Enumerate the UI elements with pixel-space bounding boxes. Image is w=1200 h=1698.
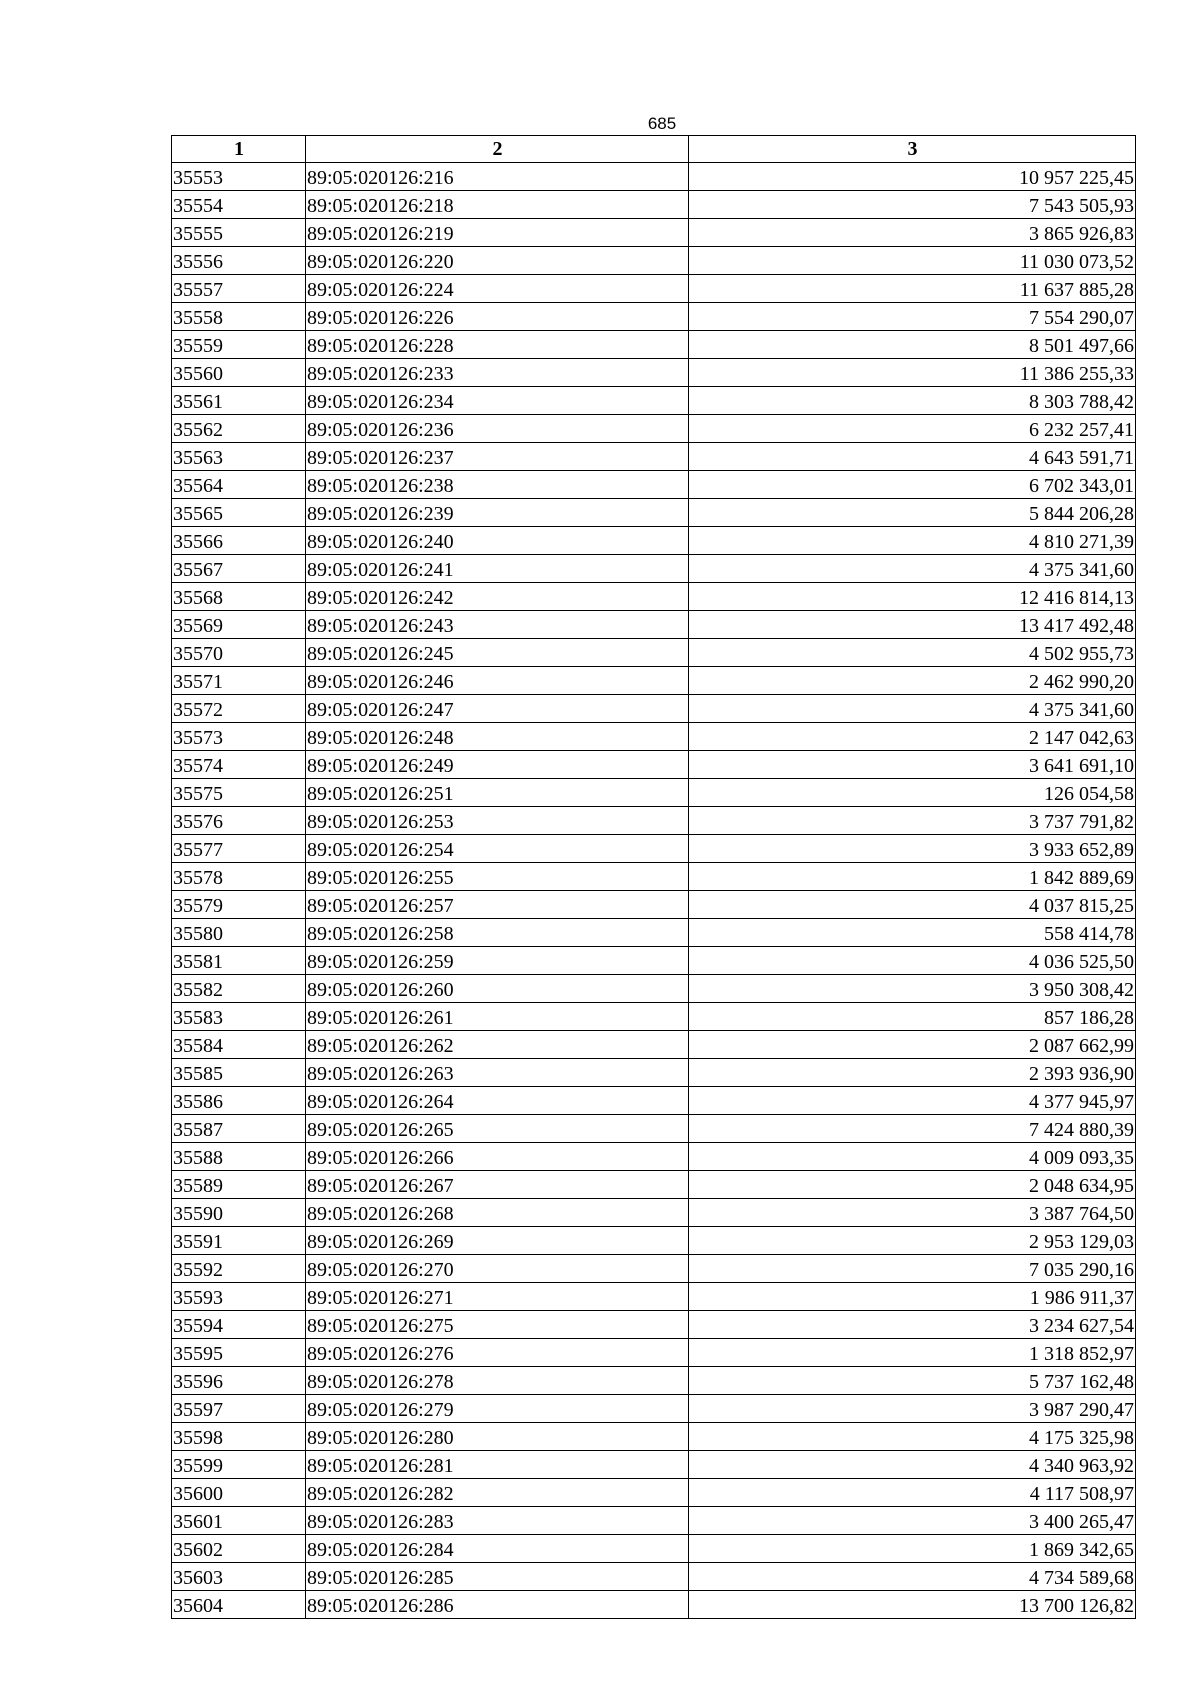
cadastral-value-cell: 558 414,78 xyxy=(689,919,1136,947)
table-row xyxy=(172,1367,1136,1395)
row-number-cell: 35585 xyxy=(172,1059,306,1087)
row-number-cell: 35568 xyxy=(172,583,306,611)
table-row xyxy=(172,331,1136,359)
row-number-cell: 35563 xyxy=(172,443,306,471)
cadastral-number-cell: 89:05:020126:218 xyxy=(306,191,689,219)
table-row xyxy=(172,499,1136,527)
cadastral-number-cell: 89:05:020126:270 xyxy=(306,1255,689,1283)
cadastral-value-cell: 4 734 589,68 xyxy=(689,1563,1136,1591)
cadastral-value-cell: 11 030 073,52 xyxy=(689,247,1136,275)
table-row xyxy=(172,1031,1136,1059)
table-row xyxy=(172,723,1136,751)
table-row xyxy=(172,639,1136,667)
cadastral-number-cell: 89:05:020126:233 xyxy=(306,359,689,387)
table-row xyxy=(172,919,1136,947)
table-row xyxy=(172,807,1136,835)
cadastral-number-cell: 89:05:020126:236 xyxy=(306,415,689,443)
cadastral-number-cell: 89:05:020126:237 xyxy=(306,443,689,471)
row-number-cell: 35581 xyxy=(172,947,306,975)
cadastral-number-cell: 89:05:020126:242 xyxy=(306,583,689,611)
row-number-cell: 35557 xyxy=(172,275,306,303)
table-header-row xyxy=(172,136,1136,163)
cadastral-number-cell: 89:05:020126:240 xyxy=(306,527,689,555)
table-row xyxy=(172,303,1136,331)
cadastral-number-cell: 89:05:020126:258 xyxy=(306,919,689,947)
cadastral-value-cell: 4 175 325,98 xyxy=(689,1423,1136,1451)
cadastral-value-cell: 3 950 308,42 xyxy=(689,975,1136,1003)
row-number-cell: 35584 xyxy=(172,1031,306,1059)
row-number-cell: 35582 xyxy=(172,975,306,1003)
cadastral-number-cell: 89:05:020126:247 xyxy=(306,695,689,723)
table-row xyxy=(172,247,1136,275)
table-row xyxy=(172,975,1136,1003)
row-number-cell: 35566 xyxy=(172,527,306,555)
cadastral-value-cell: 1 318 852,97 xyxy=(689,1339,1136,1367)
cadastral-number-cell: 89:05:020126:283 xyxy=(306,1507,689,1535)
row-number-cell: 35596 xyxy=(172,1367,306,1395)
table-row xyxy=(172,555,1136,583)
cadastral-value-cell: 4 375 341,60 xyxy=(689,555,1136,583)
cadastral-value-cell: 4 502 955,73 xyxy=(689,639,1136,667)
cadastral-number-cell: 89:05:020126:259 xyxy=(306,947,689,975)
row-number-cell: 35587 xyxy=(172,1115,306,1143)
table-row xyxy=(172,163,1136,191)
cadastral-value-cell: 3 387 764,50 xyxy=(689,1199,1136,1227)
cadastral-value-cell: 3 865 926,83 xyxy=(689,219,1136,247)
row-number-cell: 35591 xyxy=(172,1227,306,1255)
table-row xyxy=(172,1003,1136,1031)
row-number-cell: 35577 xyxy=(172,835,306,863)
table-row xyxy=(172,191,1136,219)
cadastral-number-cell: 89:05:020126:284 xyxy=(306,1535,689,1563)
row-number-cell: 35567 xyxy=(172,555,306,583)
cadastral-value-cell: 2 048 634,95 xyxy=(689,1171,1136,1199)
row-number-cell: 35565 xyxy=(172,499,306,527)
table-row xyxy=(172,611,1136,639)
cadastral-number-cell: 89:05:020126:269 xyxy=(306,1227,689,1255)
cadastral-value-cell: 1 869 342,65 xyxy=(689,1535,1136,1563)
table-row xyxy=(172,1227,1136,1255)
cadastral-number-cell: 89:05:020126:265 xyxy=(306,1115,689,1143)
row-number-cell: 35561 xyxy=(172,387,306,415)
cadastral-number-cell: 89:05:020126:278 xyxy=(306,1367,689,1395)
cadastral-number-cell: 89:05:020126:238 xyxy=(306,471,689,499)
cadastral-value-cell: 13 417 492,48 xyxy=(689,611,1136,639)
row-number-cell: 35598 xyxy=(172,1423,306,1451)
row-number-cell: 35602 xyxy=(172,1535,306,1563)
cadastral-value-cell: 1 986 911,37 xyxy=(689,1283,1136,1311)
cadastral-number-cell: 89:05:020126:220 xyxy=(306,247,689,275)
cadastral-number-cell: 89:05:020126:248 xyxy=(306,723,689,751)
cadastral-value-cell: 6 232 257,41 xyxy=(689,415,1136,443)
cadastral-value-cell: 5 737 162,48 xyxy=(689,1367,1136,1395)
table-row xyxy=(172,583,1136,611)
cadastral-number-cell: 89:05:020126:246 xyxy=(306,667,689,695)
cadastral-value-cell: 7 424 880,39 xyxy=(689,1115,1136,1143)
cadastral-value-cell: 8 501 497,66 xyxy=(689,331,1136,359)
table-row xyxy=(172,275,1136,303)
cadastral-number-cell: 89:05:020126:253 xyxy=(306,807,689,835)
table-row xyxy=(172,1451,1136,1479)
cadastral-value-cell: 5 844 206,28 xyxy=(689,499,1136,527)
cadastral-number-cell: 89:05:020126:271 xyxy=(306,1283,689,1311)
cadastral-number-cell: 89:05:020126:257 xyxy=(306,891,689,919)
table-row xyxy=(172,415,1136,443)
column-header-3: 3 xyxy=(689,136,1136,163)
cadastral-value-cell: 2 087 662,99 xyxy=(689,1031,1136,1059)
table-row xyxy=(172,359,1136,387)
row-number-cell: 35586 xyxy=(172,1087,306,1115)
cadastral-number-cell: 89:05:020126:241 xyxy=(306,555,689,583)
cadastral-number-cell: 89:05:020126:226 xyxy=(306,303,689,331)
cadastral-value-cell: 2 147 042,63 xyxy=(689,723,1136,751)
row-number-cell: 35564 xyxy=(172,471,306,499)
cadastral-value-table xyxy=(171,135,1136,1619)
cadastral-value-cell: 7 554 290,07 xyxy=(689,303,1136,331)
table-row xyxy=(172,471,1136,499)
row-number-cell: 35599 xyxy=(172,1451,306,1479)
cadastral-number-cell: 89:05:020126:267 xyxy=(306,1171,689,1199)
cadastral-value-cell: 12 416 814,13 xyxy=(689,583,1136,611)
cadastral-number-cell: 89:05:020126:245 xyxy=(306,639,689,667)
cadastral-value-cell: 3 933 652,89 xyxy=(689,835,1136,863)
table-row xyxy=(172,1199,1136,1227)
row-number-cell: 35562 xyxy=(172,415,306,443)
table-row xyxy=(172,863,1136,891)
table-row xyxy=(172,1563,1136,1591)
cadastral-number-cell: 89:05:020126:261 xyxy=(306,1003,689,1031)
cadastral-number-cell: 89:05:020126:254 xyxy=(306,835,689,863)
row-number-cell: 35573 xyxy=(172,723,306,751)
row-number-cell: 35553 xyxy=(172,163,306,191)
row-number-cell: 35590 xyxy=(172,1199,306,1227)
table-row xyxy=(172,1339,1136,1367)
row-number-cell: 35555 xyxy=(172,219,306,247)
cadastral-value-cell: 4 009 093,35 xyxy=(689,1143,1136,1171)
cadastral-number-cell: 89:05:020126:276 xyxy=(306,1339,689,1367)
cadastral-value-cell: 4 377 945,97 xyxy=(689,1087,1136,1115)
row-number-cell: 35559 xyxy=(172,331,306,359)
cadastral-number-cell: 89:05:020126:224 xyxy=(306,275,689,303)
cadastral-number-cell: 89:05:020126:228 xyxy=(306,331,689,359)
cadastral-number-cell: 89:05:020126:264 xyxy=(306,1087,689,1115)
cadastral-number-cell: 89:05:020126:282 xyxy=(306,1479,689,1507)
table-row xyxy=(172,1087,1136,1115)
cadastral-value-cell: 4 810 271,39 xyxy=(689,527,1136,555)
cadastral-number-cell: 89:05:020126:255 xyxy=(306,863,689,891)
cadastral-number-cell: 89:05:020126:266 xyxy=(306,1143,689,1171)
row-number-cell: 35589 xyxy=(172,1171,306,1199)
row-number-cell: 35556 xyxy=(172,247,306,275)
row-number-cell: 35571 xyxy=(172,667,306,695)
cadastral-number-cell: 89:05:020126:275 xyxy=(306,1311,689,1339)
row-number-cell: 35604 xyxy=(172,1591,306,1619)
cadastral-number-cell: 89:05:020126:286 xyxy=(306,1591,689,1619)
row-number-cell: 35601 xyxy=(172,1507,306,1535)
cadastral-number-cell: 89:05:020126:279 xyxy=(306,1395,689,1423)
cadastral-value-cell: 13 700 126,82 xyxy=(689,1591,1136,1619)
cadastral-number-cell: 89:05:020126:243 xyxy=(306,611,689,639)
cadastral-number-cell: 89:05:020126:219 xyxy=(306,219,689,247)
cadastral-number-cell: 89:05:020126:263 xyxy=(306,1059,689,1087)
row-number-cell: 35554 xyxy=(172,191,306,219)
cadastral-number-cell: 89:05:020126:251 xyxy=(306,779,689,807)
cadastral-value-cell: 3 400 265,47 xyxy=(689,1507,1136,1535)
row-number-cell: 35592 xyxy=(172,1255,306,1283)
table-row xyxy=(172,443,1136,471)
cadastral-number-cell: 89:05:020126:234 xyxy=(306,387,689,415)
table-row xyxy=(172,1311,1136,1339)
cadastral-value-cell: 10 957 225,45 xyxy=(689,163,1136,191)
cadastral-number-cell: 89:05:020126:260 xyxy=(306,975,689,1003)
table-row xyxy=(172,1143,1136,1171)
cadastral-number-cell: 89:05:020126:268 xyxy=(306,1199,689,1227)
row-number-cell: 35570 xyxy=(172,639,306,667)
row-number-cell: 35578 xyxy=(172,863,306,891)
cadastral-value-cell: 4 036 525,50 xyxy=(689,947,1136,975)
table-row xyxy=(172,1423,1136,1451)
cadastral-value-cell: 11 637 885,28 xyxy=(689,275,1136,303)
row-number-cell: 35593 xyxy=(172,1283,306,1311)
cadastral-number-cell: 89:05:020126:280 xyxy=(306,1423,689,1451)
cadastral-number-cell: 89:05:020126:285 xyxy=(306,1563,689,1591)
cadastral-number-cell: 89:05:020126:262 xyxy=(306,1031,689,1059)
table-row xyxy=(172,387,1136,415)
row-number-cell: 35595 xyxy=(172,1339,306,1367)
row-number-cell: 35560 xyxy=(172,359,306,387)
row-number-cell: 35576 xyxy=(172,807,306,835)
cadastral-value-cell: 4 037 815,25 xyxy=(689,891,1136,919)
column-header-2: 2 xyxy=(306,136,689,163)
table-row xyxy=(172,1059,1136,1087)
table-row xyxy=(172,695,1136,723)
cadastral-value-cell: 2 953 129,03 xyxy=(689,1227,1136,1255)
cadastral-value-cell: 1 842 889,69 xyxy=(689,863,1136,891)
cadastral-value-cell: 7 543 505,93 xyxy=(689,191,1136,219)
table-row xyxy=(172,1479,1136,1507)
table-row xyxy=(172,1535,1136,1563)
cadastral-number-cell: 89:05:020126:249 xyxy=(306,751,689,779)
row-number-cell: 35574 xyxy=(172,751,306,779)
row-number-cell: 35572 xyxy=(172,695,306,723)
row-number-cell: 35597 xyxy=(172,1395,306,1423)
row-number-cell: 35603 xyxy=(172,1563,306,1591)
table-row xyxy=(172,1395,1136,1423)
row-number-cell: 35600 xyxy=(172,1479,306,1507)
table-row xyxy=(172,1591,1136,1619)
column-header-1: 1 xyxy=(172,136,306,163)
cadastral-value-cell: 11 386 255,33 xyxy=(689,359,1136,387)
row-number-cell: 35588 xyxy=(172,1143,306,1171)
cadastral-value-cell: 2 462 990,20 xyxy=(689,667,1136,695)
table-row xyxy=(172,947,1136,975)
cadastral-value-cell: 3 234 627,54 xyxy=(689,1311,1136,1339)
page-number: 685 xyxy=(647,114,677,133)
row-number-cell: 35580 xyxy=(172,919,306,947)
table-row xyxy=(172,667,1136,695)
cadastral-number-cell: 89:05:020126:281 xyxy=(306,1451,689,1479)
cadastral-value-cell: 8 303 788,42 xyxy=(689,387,1136,415)
table-row xyxy=(172,1283,1136,1311)
row-number-cell: 35575 xyxy=(172,779,306,807)
cadastral-value-cell: 6 702 343,01 xyxy=(689,471,1136,499)
cadastral-value-cell: 4 117 508,97 xyxy=(689,1479,1136,1507)
row-number-cell: 35569 xyxy=(172,611,306,639)
cadastral-value-cell: 7 035 290,16 xyxy=(689,1255,1136,1283)
row-number-cell: 35583 xyxy=(172,1003,306,1031)
table-row xyxy=(172,1507,1136,1535)
cadastral-value-cell: 3 737 791,82 xyxy=(689,807,1136,835)
table-body xyxy=(172,163,1136,1619)
table-row xyxy=(172,1171,1136,1199)
table-row xyxy=(172,751,1136,779)
table-row xyxy=(172,779,1136,807)
table-row xyxy=(172,1255,1136,1283)
cadastral-value-cell: 4 375 341,60 xyxy=(689,695,1136,723)
row-number-cell: 35558 xyxy=(172,303,306,331)
cadastral-value-cell: 3 987 290,47 xyxy=(689,1395,1136,1423)
table-row xyxy=(172,1115,1136,1143)
table-row xyxy=(172,219,1136,247)
cadastral-value-cell: 126 054,58 xyxy=(689,779,1136,807)
cadastral-value-cell: 3 641 691,10 xyxy=(689,751,1136,779)
table-row xyxy=(172,527,1136,555)
cadastral-value-cell: 4 643 591,71 xyxy=(689,443,1136,471)
cadastral-value-cell: 2 393 936,90 xyxy=(689,1059,1136,1087)
table-row xyxy=(172,891,1136,919)
cadastral-value-cell: 4 340 963,92 xyxy=(689,1451,1136,1479)
cadastral-number-cell: 89:05:020126:216 xyxy=(306,163,689,191)
row-number-cell: 35594 xyxy=(172,1311,306,1339)
cadastral-number-cell: 89:05:020126:239 xyxy=(306,499,689,527)
row-number-cell: 35579 xyxy=(172,891,306,919)
table-row xyxy=(172,835,1136,863)
cadastral-value-cell: 857 186,28 xyxy=(689,1003,1136,1031)
